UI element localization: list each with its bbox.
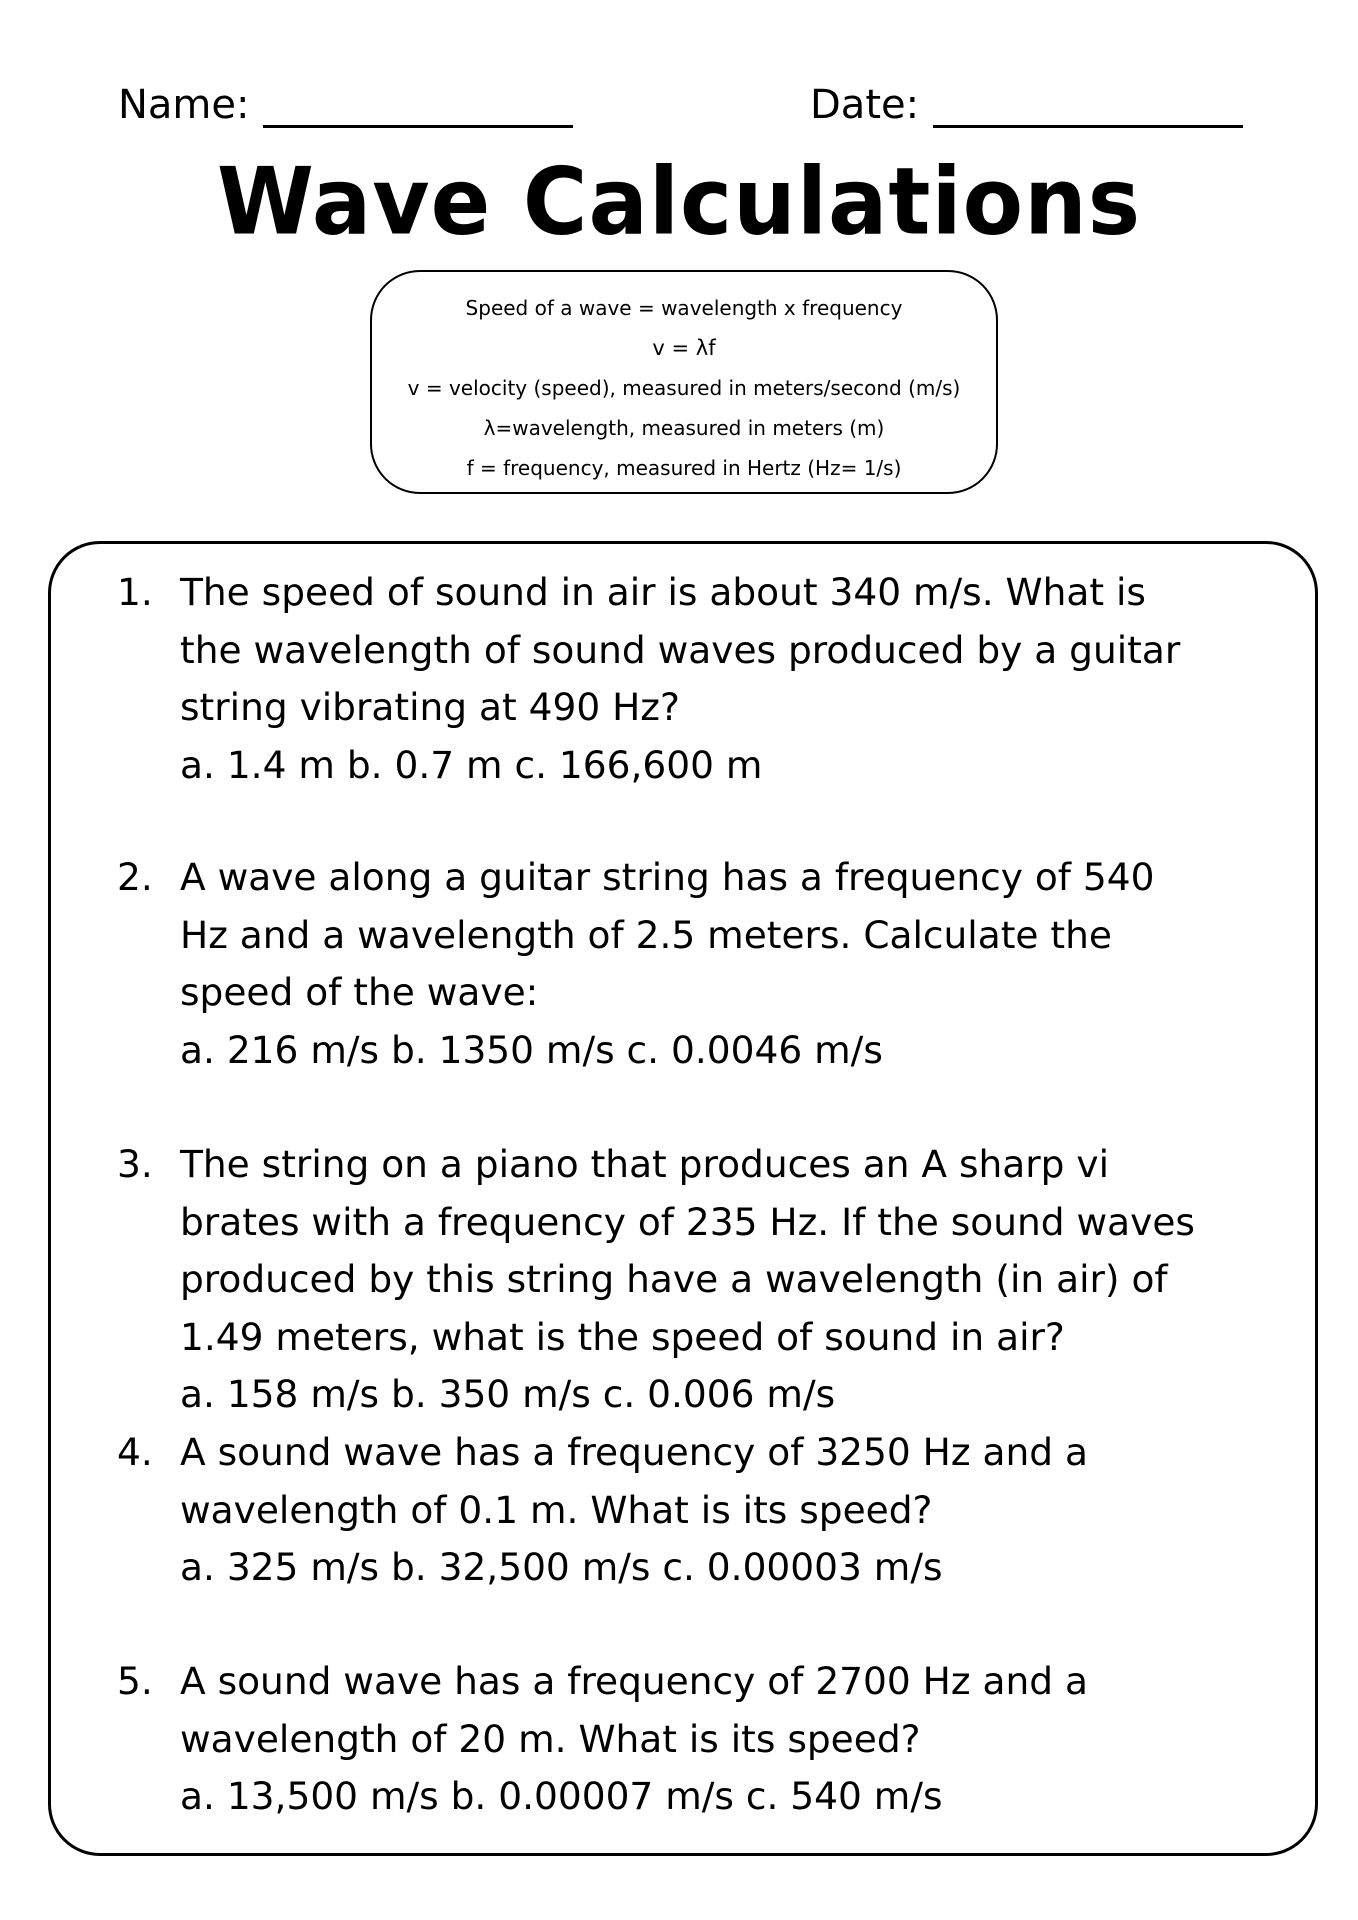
question-text-line: wavelength of 20 m. What is its speed? [180,1716,921,1761]
question-text-line: the wavelength of sound waves produced by a guitar [180,627,1181,672]
date-field[interactable] [810,82,1243,128]
answer-choices: a. 158 m/s b. 350 m/s c. 0.006 m/s [180,1372,836,1416]
question-text-line: A sound wave has a frequency of 2700 Hz and a [180,1659,1088,1703]
question-text-line: The speed of sound in air is about 340 m/s. What is [180,570,1146,614]
question-number: 5. [117,1659,153,1703]
question-body [180,564,1297,794]
name-label: Name: [118,82,250,128]
question-number: 1. [117,570,153,614]
question-5 [117,1653,1297,1826]
formula-line-frequency: f = frequency, measured in Hertz (Hz= 1/s) [466,456,902,480]
question-text-line: 1.49 meters, what is the speed of sound in air? [180,1314,1065,1359]
question-number: 3. [117,1142,153,1186]
question-text-line: wavelength of 0.1 m. What is its speed? [180,1487,933,1532]
question-text-line: The string on a piano that produces an A sharp vi [180,1142,1110,1186]
question-text-line: string vibrating at 490 Hz? [180,685,680,729]
formula-line-velocity: v = velocity (speed), measured in meters/second (m/s) [407,376,961,400]
question-body [180,849,1297,1079]
formula-line-wavelength: λ=wavelength, measured in meters (m) [483,416,885,440]
question-body [180,1136,1297,1424]
question-text-line: produced by this string have a wavelength (in air) of [180,1257,1168,1301]
formula-box [370,270,998,494]
question-text-line: A wave along a guitar string has a frequency of 540 [180,855,1155,899]
answer-choices: a. 216 m/s b. 1350 m/s c. 0.0046 m/s [180,1027,883,1072]
question-text-line: Hz and a wavelength of 2.5 meters. Calculate the [180,912,1112,957]
question-4 [117,1424,1297,1597]
name-field[interactable] [118,82,573,128]
question-2 [117,849,1297,1079]
question-text-line: speed of the wave: [180,970,539,1014]
answer-choices: a. 1.4 m b. 0.7 m c. 166,600 m [180,742,763,787]
questions-box [48,541,1318,1856]
question-1 [117,564,1297,794]
answer-choices: a. 325 m/s b. 32,500 m/s c. 0.00003 m/s [180,1545,943,1589]
answer-choices: a. 13,500 m/s b. 0.00007 m/s c. 540 m/s [180,1774,943,1818]
formula-line-equation: v = λf [652,336,716,360]
question-3 [117,1136,1297,1424]
question-number: 4. [117,1430,153,1474]
worksheet-title: Wave Calculations [216,147,1142,256]
formula-line-definition: Speed of a wave = wavelength x frequency [465,296,903,320]
date-label: Date: [810,82,920,128]
name-blank-line[interactable] [263,86,573,128]
question-text-line: brates with a frequency of 235 Hz. If the sound waves [180,1199,1195,1244]
date-blank-line[interactable] [933,86,1243,128]
question-body [180,1653,1297,1826]
question-text-line: A sound wave has a frequency of 3250 Hz and a [180,1430,1088,1474]
question-body [180,1424,1297,1597]
question-number: 2. [117,855,153,899]
header-row [118,82,1248,142]
